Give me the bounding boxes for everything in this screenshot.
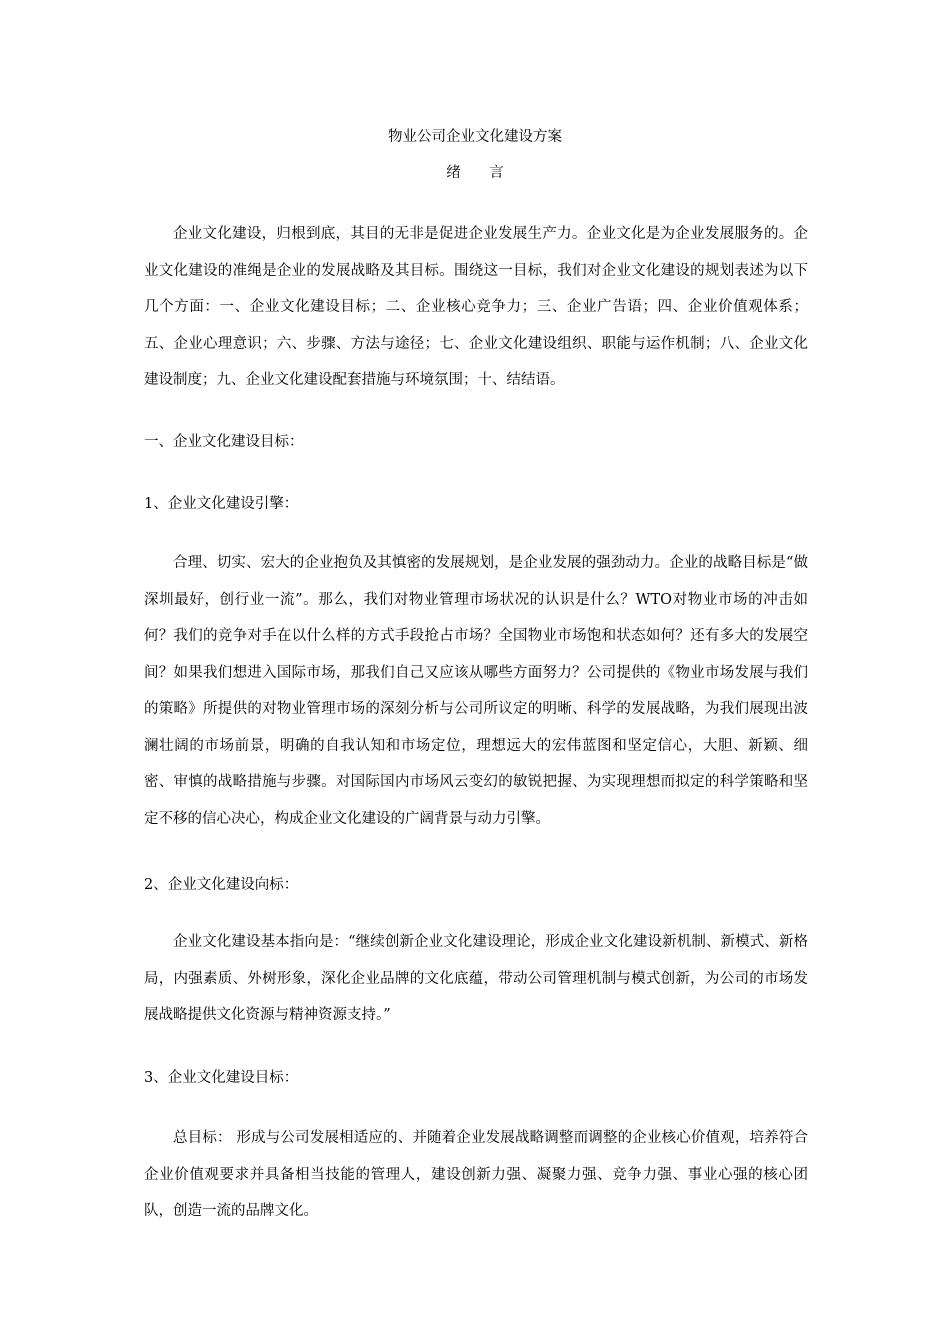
document-title: 物业公司企业文化建设方案 [388,129,562,145]
subsection-1-heading: 1、企业文化建设引擎： [144,496,299,512]
subsection-1-body: 合理、切实、宏大的企业抱负及其慎密的发展规划，是企业发展的强劲动力。企业的战略目标是“做深圳最好，创行业一流”。那么，我们对物业管理市场状况的认识是什么？WTO对物业市场的冲击如何？我们的竞争对手在以什么样的方式手段抢占市场？全国物业市场饱和状态如何？还有多大的发展空间？如果我们想进入国际市场，那我们自己又应该从哪些方面努力？公司提供的《物业市场发展与我们的策略》所提供的对物业管理市场的深刻分析与公司所议定的明晰、科学的发展战略，为我们展现出波澜壮阔的市场前景，明确的自我认知和市场定位，理想远大的宏伟蓝图和坚定信心，大胆、新颖、细密、审慎的战略措施与步骤。对国际国内市场风云变幻的敏锐把握、为实现理想而拟定的科学策略和坚定不移的信心决心，构成企业文化建设的广阔背景与动力引擎。 [144,555,808,827]
section-1-heading: 一、企业文化建设目标： [144,434,304,450]
intro-paragraph: 企业文化建设，归根到底，其目的无非是促进企业发展生产力。企业文化是为企业发展服务的。企业文化建设的准绳是企业的发展战略及其目标。围绕这一目标，我们对企业文化建设的规划表述为以下几个方面：一、企业文化建设目标；二、企业核心竞争力；三、企业广告语；四、企业价值观体系；五、企业心理意识；六、步骤、方法与途径；七、企业文化建设组织、职能与运作机制；八、企业文化建设制度；九、企业文化建设配套措施与环境氛围；十、结结语。 [144,226,808,388]
subsection-2-heading: 2、企业文化建设向标： [144,877,299,893]
subsection-2-body: 企业文化建设基本指向是：“继续创新企业文化建设理论，形成企业文化建设新机制、新模式、新格局，内强素质、外树形象，深化企业品牌的文化底蕴，带动公司管理机制与模式创新，为公司的市场发展战略提供文化资源与精神资源支持。” [144,934,808,1023]
subsection-3-body: 总目标： 形成与公司发展相适应的、并随着企业发展战略调整而调整的企业核心价值观，培养符合企业价值观要求并具备相当技能的管理人，建设创新力强、凝聚力强、竞争力强、事业心强的核心团队，创造一流的品牌文化。 [144,1130,808,1219]
subsection-3-heading: 3、企业文化建设目标： [144,1070,299,1086]
document-subtitle: 绪 言 [446,165,516,181]
